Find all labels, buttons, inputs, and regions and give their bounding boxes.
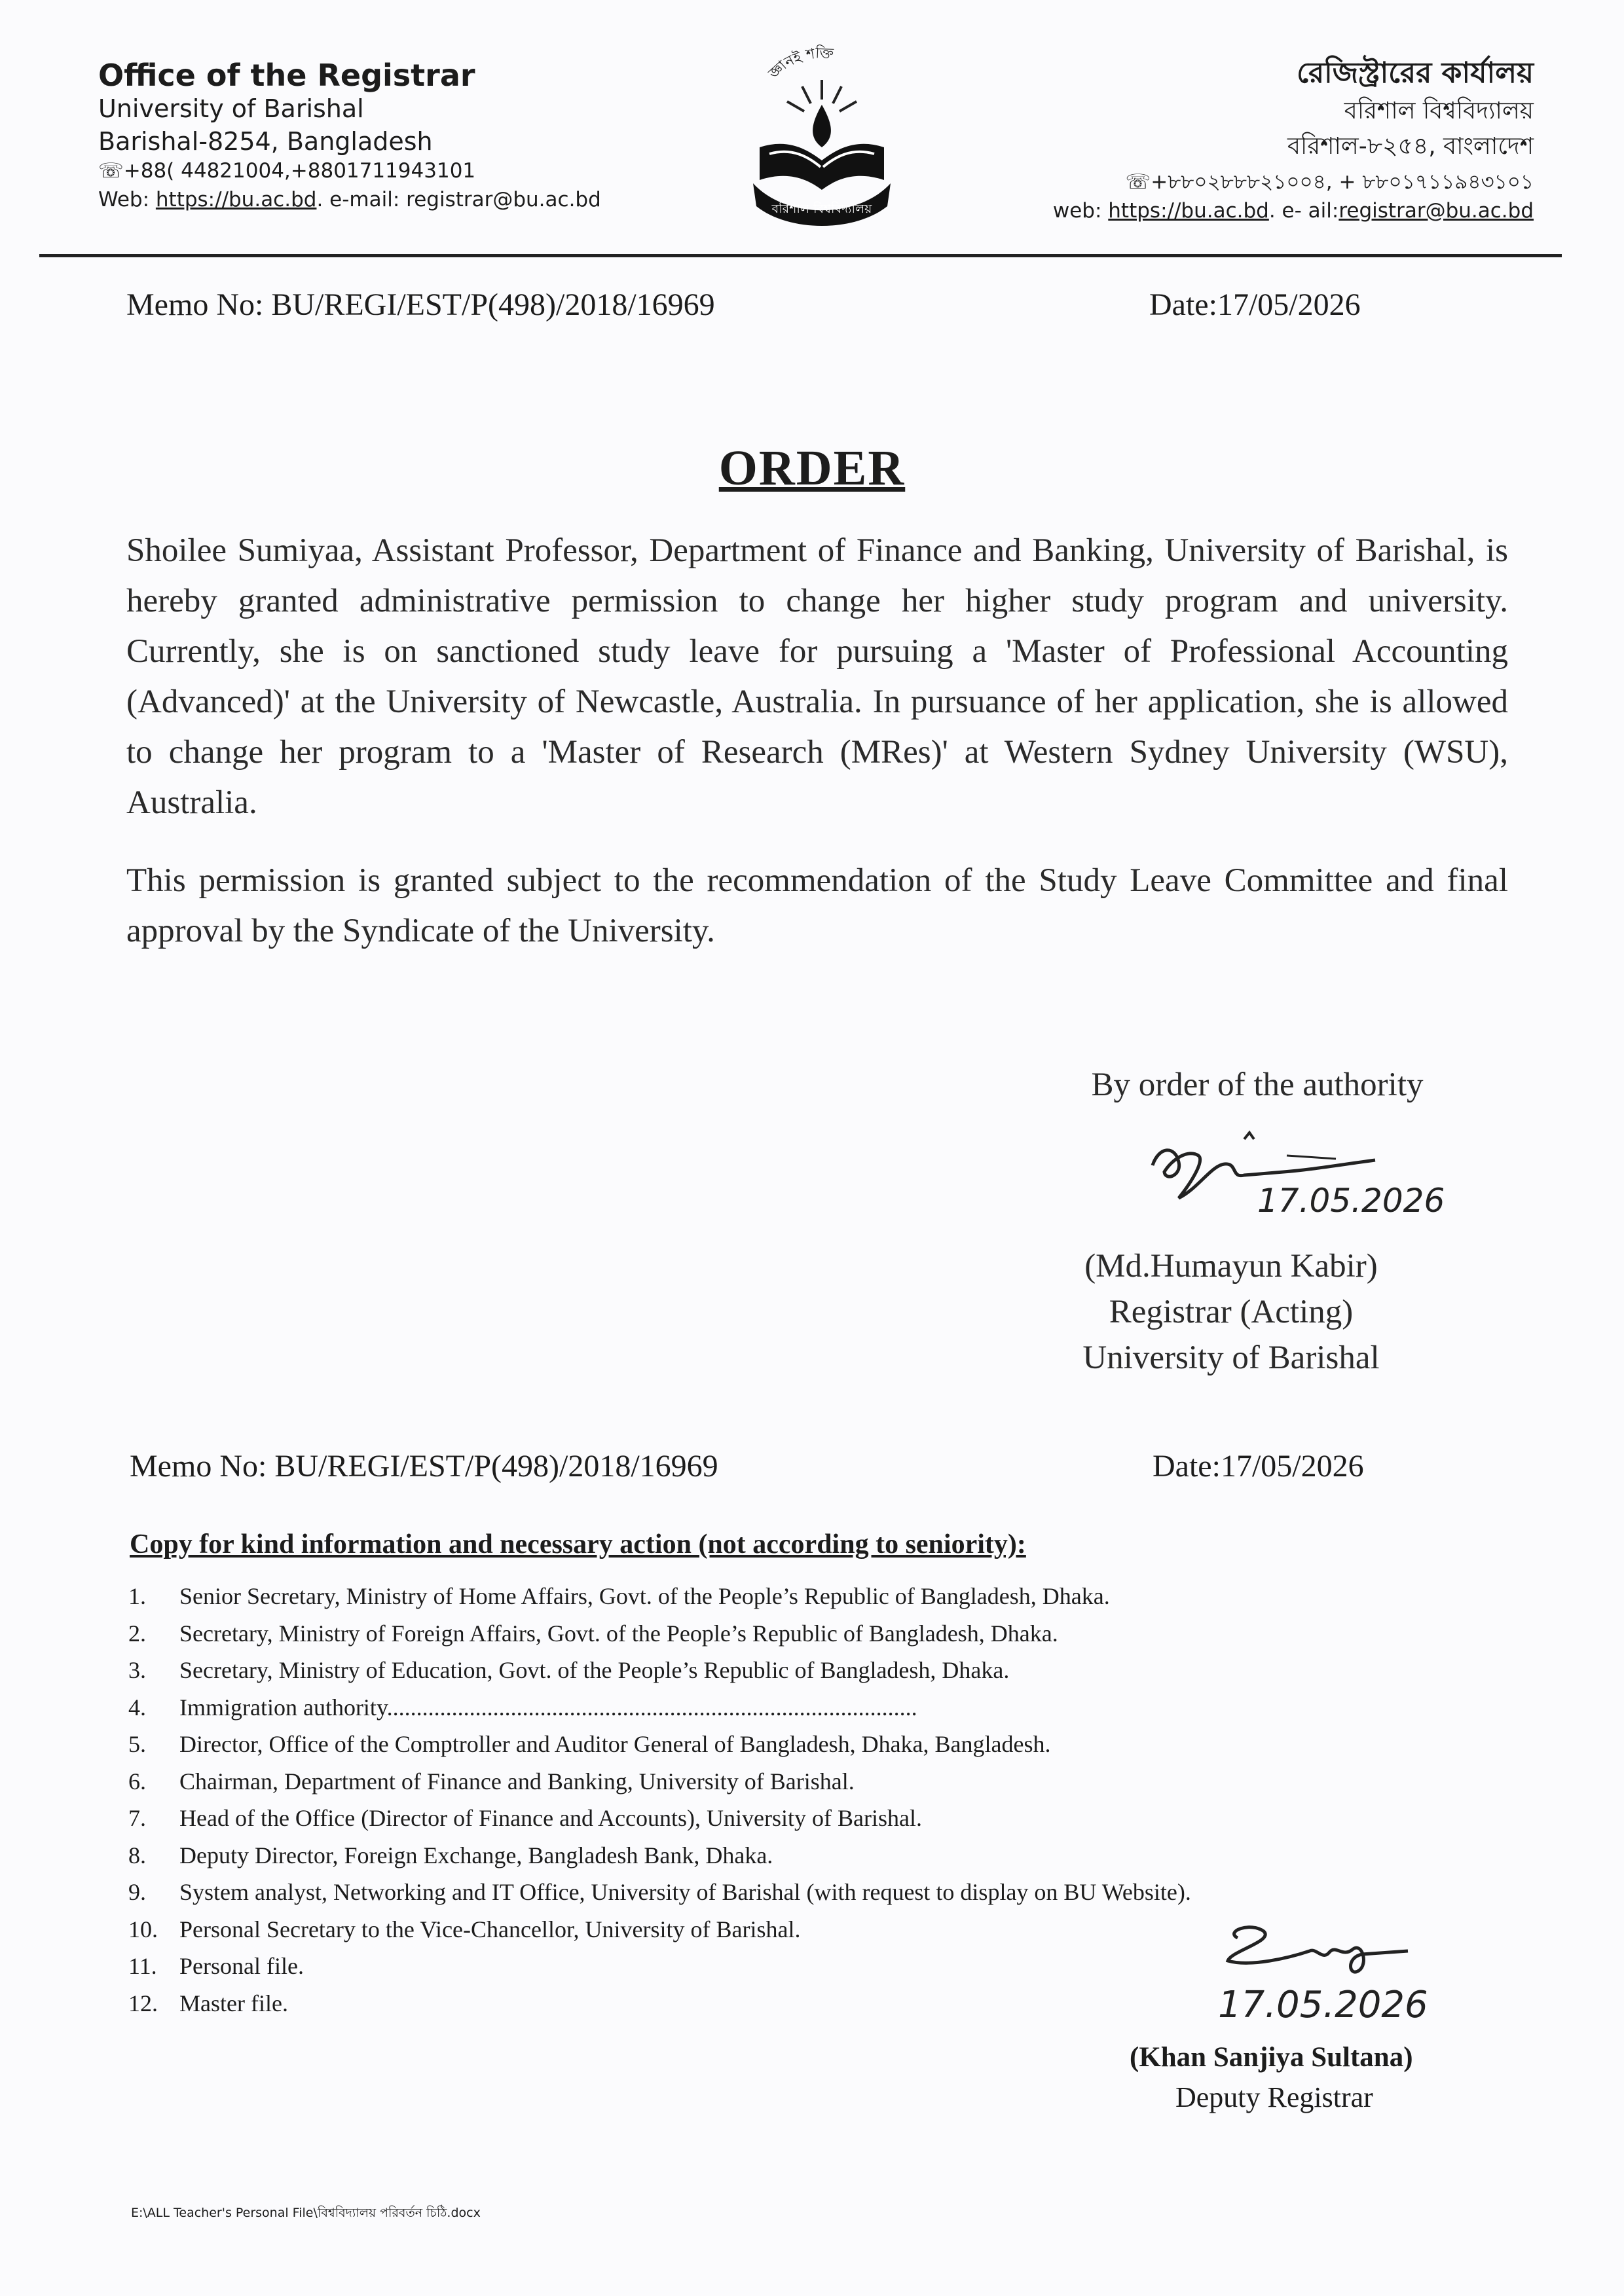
list-item — [128, 1726, 1373, 1763]
registrar-org: University of Barishal — [1082, 1339, 1380, 1376]
list-item-text: Secretary, Ministry of Foreign Affairs, Govt. of the People’s Republic of Bangladesh, Dhaka. — [179, 1620, 1058, 1647]
phone-line — [98, 159, 475, 183]
university-address-bangla: বরিশাল-৮২৫৪, বাংলাদেশ — [1287, 133, 1534, 160]
list-item — [128, 1652, 1373, 1689]
email-text: . e-mail: registrar@bu.ac.bd — [316, 188, 601, 211]
list-item — [128, 1948, 1373, 1985]
office-title-bangla: রেজিস্ট্রারের কার্যালয় — [1297, 56, 1534, 90]
university-name: University of Barishal — [98, 94, 364, 123]
list-item-number: 5. — [128, 1731, 146, 1757]
list-item-number: 3. — [128, 1657, 146, 1683]
university-logo — [740, 39, 904, 229]
deputy-registrar-name: (Khan Sanjiya Sultana) — [1130, 2042, 1413, 2073]
list-item — [128, 1763, 1373, 1800]
list-item-text: Director, Office of the Comptroller and Auditor General of Bangladesh, Dhaka, Bangladesh. — [179, 1731, 1051, 1757]
footer-file-path: E:\ALL Teacher's Personal File\বিশ্ববিদ্যালয় পরিবর্তন চিঠি.docx — [131, 2206, 481, 2220]
list-item-text: Head of the Office (Director of Finance and Accounts), University of Barishal. — [179, 1805, 922, 1831]
list-item-number: 2. — [128, 1620, 146, 1647]
phone-icon: ☏ — [98, 159, 124, 183]
svg-text:বরিশাল বিশ্ববিদ্যালয়: বরিশাল বিশ্ববিদ্যালয় — [771, 202, 872, 216]
memo-number: Memo No: BU/REGI/EST/P(498)/2018/16969 — [126, 287, 715, 322]
list-item-number: 11. — [128, 1953, 157, 1979]
email-link-right[interactable]: registrar@bu.ac.bd — [1338, 199, 1534, 223]
phone-numbers: +88( 44821004,+8801711943101 — [123, 159, 476, 183]
registrar-title: Registrar (Acting) — [1109, 1294, 1354, 1330]
list-item — [128, 1689, 1373, 1726]
phone-numbers-bangla: +৮৮০২৮৮৮২১০০৪, + ৮৮০১৭১১৯৪৩১০১ — [1151, 170, 1534, 194]
registrar-name: (Md.Humayun Kabir) — [1084, 1248, 1378, 1285]
email-label-right: . e- ail: — [1268, 199, 1339, 223]
phone-line-bangla — [1125, 166, 1534, 200]
list-item-text: Secretary, Ministry of Education, Govt. of the People’s Republic of Bangladesh, Dhaka. — [179, 1657, 1010, 1683]
header-divider — [39, 254, 1562, 257]
signature-date-1: 17.05.2026 — [1257, 1182, 1445, 1220]
list-item — [128, 1615, 1373, 1652]
list-item-text: Senior Secretary, Ministry of Home Affairs, Govt. of the People’s Republic of Bangladesh, Dhaka. — [179, 1583, 1110, 1609]
deputy-registrar-title: Deputy Registrar — [1175, 2081, 1373, 2113]
list-item-text: Chairman, Department of Finance and Banking, University of Barishal. — [179, 1768, 855, 1795]
list-item-number: 1. — [128, 1583, 146, 1609]
list-item — [128, 1985, 1373, 2022]
list-item-number: 10. — [128, 1916, 158, 1942]
web-link[interactable]: https://bu.ac.bd — [155, 188, 317, 211]
list-item — [128, 1578, 1373, 1615]
signature-date-2: 17.05.2026 — [1218, 1984, 1428, 2026]
by-order-text: By order of the authority — [1091, 1066, 1424, 1103]
copy-list — [128, 1578, 1373, 2022]
order-title: ORDER — [718, 441, 906, 496]
office-title: Office of the Registrar — [98, 58, 475, 93]
web-email-line-right — [1053, 199, 1534, 223]
web-email-line — [98, 188, 601, 211]
list-item-number: 7. — [128, 1805, 146, 1831]
list-item-text: Personal file. — [179, 1953, 304, 1979]
deputy-registrar-signature — [1211, 1912, 1447, 1990]
list-item-text: Master file. — [179, 1990, 288, 2016]
body-paragraph-1: Shoilee Sumiyaa, Assistant Professor, Department of Finance and Banking, University of Barishal, is hereby granted administrative permission to change her higher study program and university. Currently, she is on sanctioned study leave for pursuing a 'Master of Professional Accounting (Advanced)' at the University of Newcastle, Australia. In pursuance of her application, she is allowed to change her program to a 'Master of Research (MRes)' at Western Sydney University (WSU), Australia. — [126, 532, 1508, 821]
list-item-number: 9. — [128, 1879, 146, 1905]
list-item-number: 8. — [128, 1842, 146, 1868]
memo-number-bottom: Memo No: BU/REGI/EST/P(498)/2018/16969 — [130, 1449, 718, 1484]
copy-heading: Copy for kind information and necessary action (not according to seniority): — [130, 1529, 1026, 1559]
list-item-text: System analyst, Networking and IT Office, University of Barishal (with request to display on BU Website). — [179, 1879, 1191, 1905]
phone-icon: ☏ — [1125, 170, 1151, 194]
list-item-number: 4. — [128, 1694, 146, 1721]
body-paragraph-2: This permission is granted subject to the recommendation of the Study Leave Committee and final approval by the Syndicate of the University. — [126, 862, 1508, 949]
web-label: Web: — [98, 188, 156, 211]
memo-date-bottom: Date:17/05/2026 — [1153, 1449, 1364, 1484]
list-item-text: Immigration authority.......................................................................................... — [179, 1694, 917, 1721]
university-name-bangla: বরিশাল বিশ্ববিদ্যালয় — [1344, 98, 1534, 124]
list-item-text: Deputy Director, Foreign Exchange, Bangladesh Bank, Dhaka. — [179, 1842, 773, 1868]
list-item — [128, 1837, 1373, 1874]
signature-icon — [1211, 1912, 1447, 1990]
list-item-number: 6. — [128, 1768, 146, 1795]
university-logo-icon — [740, 39, 904, 229]
list-item-text: Personal Secretary to the Vice-Chancellor, University of Barishal. — [179, 1916, 801, 1942]
list-item-number: 12. — [128, 1990, 158, 2016]
web-link-right[interactable]: https://bu.ac.bd — [1108, 199, 1269, 223]
list-item — [128, 1874, 1373, 1911]
svg-text:জ্ঞানই শক্তি: জ্ঞানই শক্তি — [766, 45, 834, 82]
web-label-right: web: — [1052, 199, 1109, 223]
list-item — [128, 1911, 1373, 1948]
university-address: Barishal-8254, Bangladesh — [98, 127, 433, 156]
memo-date: Date:17/05/2026 — [1149, 287, 1361, 322]
list-item — [128, 1800, 1373, 1837]
